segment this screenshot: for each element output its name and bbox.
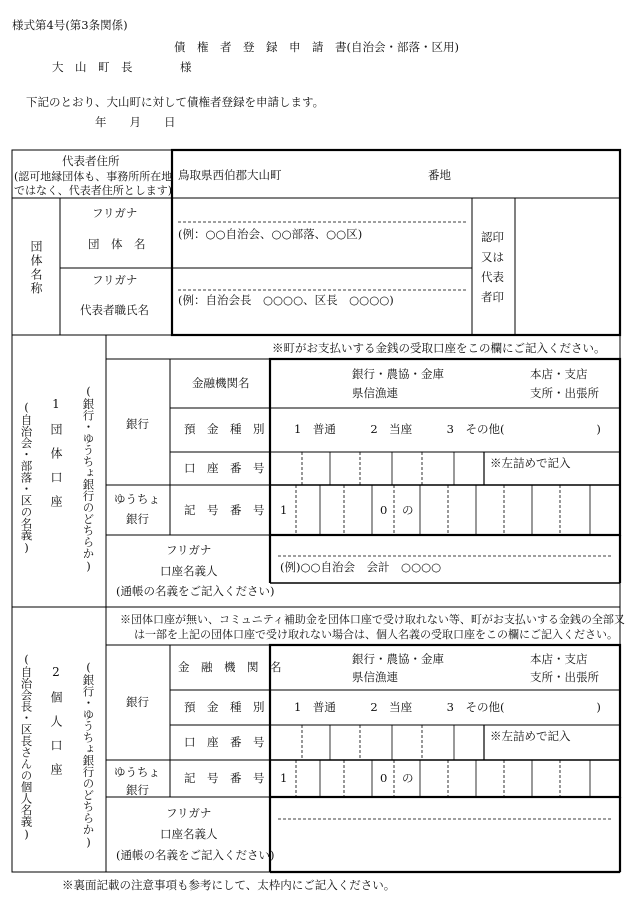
yucho-label: ゆうちょ: [114, 765, 160, 779]
banchi-label: 番地: [428, 168, 451, 182]
symbol-first-digit: 1: [280, 503, 288, 517]
fin-types-2: 県信漁連: [352, 386, 398, 400]
symbol-no: の: [402, 503, 414, 517]
branch-types-2: 支所・出張所: [530, 670, 599, 684]
addressee: 大 山 町 長: [52, 60, 133, 74]
branch-types: 本店・支店: [530, 367, 588, 381]
fin-types-2: 県信漁連: [352, 670, 398, 684]
rep-address-value[interactable]: 鳥取県西伯郡大山町: [178, 168, 282, 182]
furigana-label: フリガナ: [166, 806, 212, 820]
dantai-name-label: 団 体 名: [88, 237, 146, 251]
group-name-label: 団体名称: [29, 240, 43, 296]
furigana-label: フリガナ: [92, 273, 138, 287]
left-align-note: ※左詰めで記入: [490, 729, 571, 743]
seal-label-1: 認印: [481, 230, 504, 244]
account-number-label: 口 座 番 号: [184, 461, 265, 475]
deposit-type-options[interactable]: 1 普通 2 当座 3 その他( ): [294, 422, 601, 436]
fin-types: 銀行・農協・金庫: [352, 367, 444, 381]
section1-note: ※町がお支払いする金銭の受取口座をこの欄にご記入ください。: [272, 341, 606, 355]
account-number-label: 口 座 番 号: [184, 735, 265, 749]
account-holder-label: 口座名義人: [160, 827, 218, 841]
rep-name-example[interactable]: (例：自治会長 ○○○○、区長 ○○○○): [178, 293, 394, 307]
section1-title: 1 団 体 口 座: [49, 397, 63, 507]
yucho-label-2: 銀行: [126, 512, 149, 526]
symbol-number-label: 記 号 番 号: [184, 503, 265, 517]
form-number: 様式第4号(第3条関係): [12, 18, 128, 32]
account-holder-note: (通帳の名義をご記入ください): [116, 848, 275, 862]
yucho-label: ゆうちょ: [114, 492, 160, 506]
fin-types: 銀行・農協・金庫: [352, 652, 444, 666]
rep-title-name-label: 代表者職氏名: [80, 303, 149, 317]
seal-label-2: 又は: [481, 250, 504, 264]
branch-types-2: 支所・出張所: [530, 386, 599, 400]
fin-institution-label: 金 融 機 関 名: [178, 660, 282, 674]
intro-text: 下記のとおり、大山町に対して債権者登録を申請します。: [26, 95, 325, 109]
symbol-zero: 0: [380, 503, 388, 517]
seal-label-4: 者印: [481, 290, 504, 304]
branch-types: 本店・支店: [530, 652, 588, 666]
furigana-label: フリガナ: [166, 543, 212, 557]
rep-address-note-1: (認可地縁団体も、事務所所在地: [14, 170, 173, 183]
addressee-suffix: 様: [180, 60, 192, 74]
bank-label: 銀行: [126, 417, 149, 431]
seal-label-3: 代表: [481, 270, 504, 284]
symbol-first-digit: 1: [280, 771, 288, 785]
section2-title: 2 個 人 口 座: [49, 665, 63, 775]
rep-address-label: 代表者住所: [62, 154, 120, 168]
application-date[interactable]: 年 月 日: [95, 115, 176, 129]
symbol-zero: 0: [380, 771, 388, 785]
deposit-type-options[interactable]: 1 普通 2 当座 3 その他( ): [294, 700, 601, 714]
section2-note-1: ※団体口座が無い、コミュニティ補助金を団体口座で受け取れない等、町がお支払いする金銭の全部又: [120, 613, 625, 626]
left-align-note: ※左詰めで記入: [490, 456, 571, 470]
furigana-label: フリガナ: [92, 206, 138, 220]
bank-label: 銀行: [126, 695, 149, 709]
dantai-name-example[interactable]: (例：○○自治会、○○部落、○○区): [178, 227, 363, 241]
deposit-type-label: 預 金 種 別: [184, 422, 265, 436]
section2-owner-note: (自治会長・区長さんの個人名義): [19, 652, 34, 841]
symbol-no: の: [402, 771, 414, 785]
footer-note: ※裏面記載の注意事項も参考にして、太枠内にご記入ください。: [62, 878, 396, 892]
section2-note-2: は一部を上記の団体口座で受け取れない場合は、個人名義の受取口座をこの欄にご記入ください。: [134, 628, 618, 641]
section2-bank-choice-note: (銀行・ゆうちょ銀行のどちらか): [81, 660, 96, 849]
deposit-type-label: 預 金 種 別: [184, 700, 265, 714]
account-holder-label: 口座名義人: [160, 564, 218, 578]
account-holder-note: (通帳の名義をご記入ください): [116, 584, 275, 598]
section1-bank-choice-note: (銀行・ゆうちょ銀行のどちらか): [81, 384, 96, 573]
fin-institution-label: 金融機関名: [192, 376, 250, 390]
rep-address-note-2: ではなく、代表者住所とします): [14, 184, 173, 197]
account-holder-example[interactable]: (例)○○自治会 会計 ○○○○: [280, 560, 442, 574]
section1-owner-note: (自治会・部落・区の名義): [19, 400, 34, 555]
form-title: 債 権 者 登 録 申 請 書(自治会・部落・区用): [174, 40, 459, 54]
yucho-label-2: 銀行: [126, 783, 149, 797]
symbol-number-label: 記 号 番 号: [184, 771, 265, 785]
